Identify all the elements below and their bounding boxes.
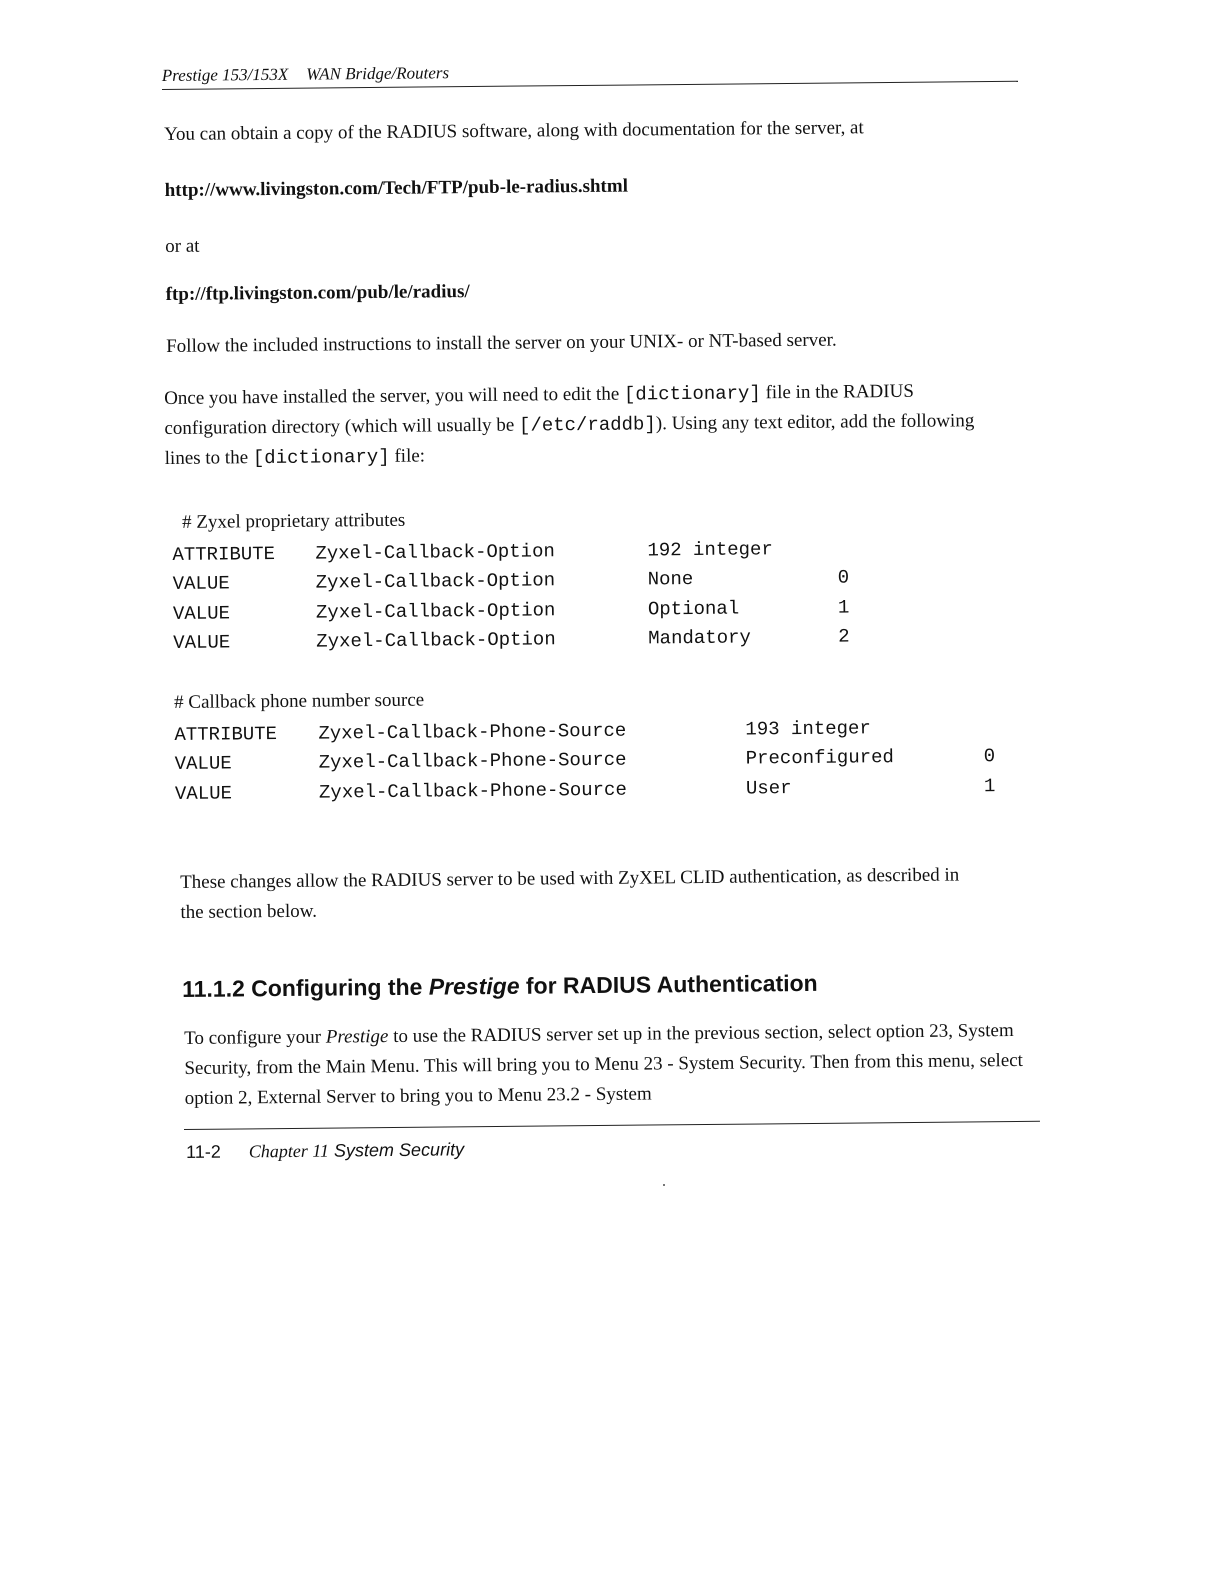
- section-title-prefix: 11.1.2 Configuring the: [182, 973, 429, 1002]
- config-text-em: Prestige: [325, 1026, 389, 1048]
- code-raddb: [/etc/raddb]: [518, 413, 656, 437]
- section-heading: [182, 968, 1022, 1003]
- attr1-cell-name: Zyxel-Callback-Option: [316, 628, 556, 653]
- attr1-cell-kw: VALUE: [173, 631, 231, 655]
- attr2-cell-num: [983, 712, 1013, 742]
- code-dictionary-1: [dictionary]: [623, 382, 761, 406]
- block2-comment: # Callback phone number source: [174, 689, 425, 713]
- attr1-cell-num: 1: [837, 596, 850, 619]
- attr2-cell-val: User: [745, 776, 792, 800]
- attr1-cell-val: Optional: [647, 597, 740, 621]
- scan-speck: [663, 1184, 665, 1186]
- attr1-cell-kw: ATTRIBUTE: [172, 542, 276, 566]
- attr2-cell-kw: VALUE: [174, 752, 232, 776]
- config-paragraph: [184, 1016, 1041, 1114]
- header-product: Prestige 153/153X: [161, 64, 289, 86]
- attr1-cell-num: 2: [838, 625, 850, 648]
- obtain-paragraph: You can obtain a copy of the RADIUS software, along with documentation for the server, at: [164, 117, 864, 145]
- changes-paragraph: These changes allow the RADIUS server to be used with ZyXEL CLID authentication, as described in the section below.: [180, 864, 960, 923]
- section-title-em: Prestige: [428, 972, 520, 1000]
- page-footer: [186, 1139, 464, 1163]
- page-number: 11-2: [186, 1141, 221, 1162]
- code-dictionary-2: [dictionary]: [252, 445, 390, 470]
- attr2-cell-kw: ATTRIBUTE: [174, 722, 278, 746]
- edit-paragraph: [164, 376, 1015, 474]
- attr1-cell-val: 192 integer: [647, 537, 773, 562]
- attr2-cell-val: Preconfigured: [745, 746, 895, 770]
- section-title: [182, 968, 1022, 1003]
- attr1-cell-kw: VALUE: [172, 572, 230, 596]
- attribute-block-2: [174, 684, 1015, 809]
- attr2-cell-num: 0: [983, 745, 996, 768]
- attr1-cell-num: 0: [837, 566, 850, 589]
- attribute-block-1: [172, 505, 873, 658]
- attr2-cell-kw: VALUE: [174, 782, 233, 805]
- or-at-text: or at: [165, 235, 200, 257]
- attr2-cell-val: 193 integer: [745, 717, 871, 741]
- attr2-cell-name: Zyxel-Callback-Phone-Source: [318, 719, 627, 745]
- attr1-cell-num: [837, 533, 867, 563]
- attr1-cell-name: Zyxel-Callback-Option: [315, 569, 556, 594]
- changes-section: [180, 860, 981, 928]
- chapter-label: [249, 1139, 464, 1161]
- config-text-2: to use the RADIUS server set up in the previous section, select option 23, System Security, from the Main Menu. This will bring you to Menu 23 - System Security. Then from this menu, select option 2, External Server to bring you to Menu 23.2 - System: [184, 1020, 1024, 1109]
- edit-text-2: file in the RADIUS configuration directory (which will usually be: [164, 380, 914, 439]
- attr2-cell-num: 1: [983, 774, 996, 797]
- intro-section: [164, 112, 1026, 362]
- running-header: [162, 58, 1018, 90]
- install-paragraph: Follow the included instructions to install the server on your UNIX- or NT-based server.: [166, 329, 837, 357]
- attr1-cell-name: Zyxel-Callback-Option: [315, 540, 555, 565]
- chapter-word: Chapter 11: [248, 1140, 330, 1162]
- attr1-cell-val: None: [647, 568, 694, 591]
- section-title-suffix: for RADIUS Authentication: [519, 969, 818, 999]
- chapter-title: System Security: [333, 1139, 465, 1161]
- edit-text-3: ). Using any text editor, add the following lines to the: [164, 410, 975, 469]
- edit-text-1: Once you have installed the server, you will need to edit the: [164, 383, 625, 409]
- edit-text-4: file:: [389, 445, 426, 467]
- attr1-row: [173, 622, 868, 658]
- attr1-cell-val: Mandatory: [648, 626, 751, 650]
- attr2-cell-name: Zyxel-Callback-Phone-Source: [318, 748, 627, 774]
- radius-url-http: http://www.livingston.com/Tech/FTP/pub-le-radius.shtml: [164, 175, 629, 201]
- attr1-cell-name: Zyxel-Callback-Option: [315, 599, 556, 624]
- attribute-table-2: [174, 712, 1014, 809]
- attr1-cell-kw: VALUE: [172, 602, 231, 625]
- attribute-table-1: [172, 533, 868, 658]
- edit-section: [164, 376, 1015, 474]
- config-section: [184, 1016, 1041, 1114]
- footer-divider: [184, 1121, 1040, 1130]
- radius-url-ftp: ftp://ftp.livingston.com/pub/le/radius/: [165, 281, 470, 305]
- header-subtitle: WAN Bridge/Routers: [306, 63, 450, 84]
- config-text-1: To configure your: [184, 1026, 326, 1049]
- attr2-cell-name: Zyxel-Callback-Phone-Source: [318, 778, 627, 804]
- block1-comment: # Zyxel proprietary attributes: [181, 509, 406, 533]
